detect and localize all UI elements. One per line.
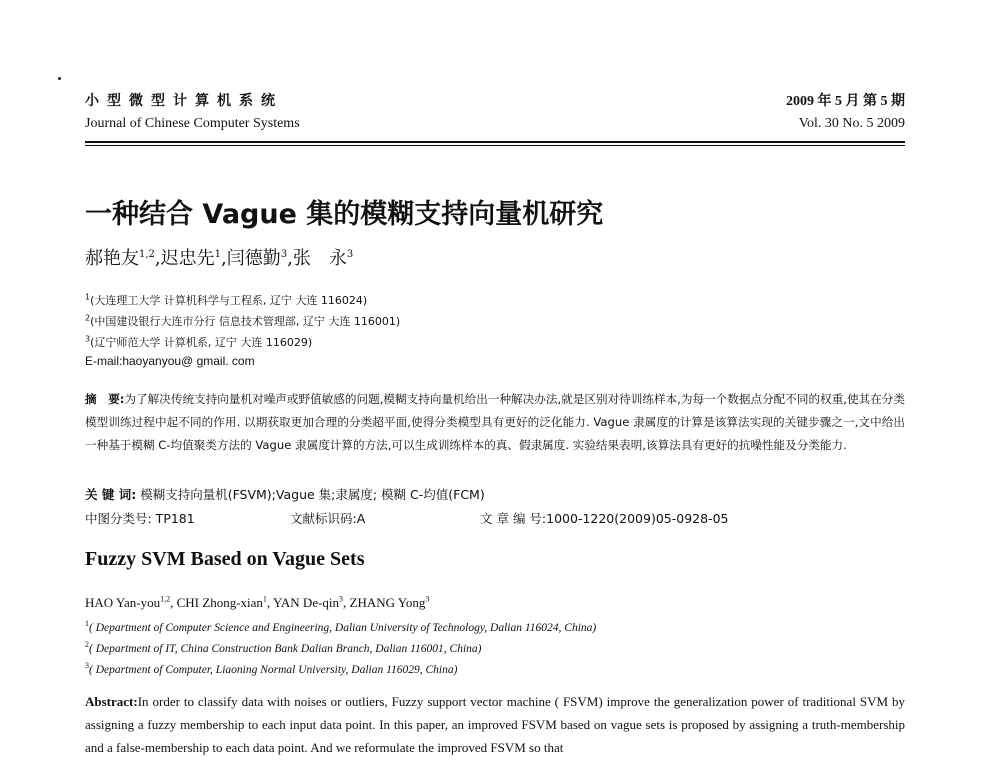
abstract-en-text: In order to classify data with noises or outliers, Fuzzy support vector machine ( FSVM) improve the generalization power of traditional SVM by assigning a fuzzy membership to each input data point. In this paper, an improved FSVM based on vague sets is proposed by assigning a truth-membership and a false-membership to each data point. And we reformulate the improved FSVM so that [85,694,905,755]
affiliation-en: $^3$( Department of Computer, Liaoning Normal University, Dalian 116029, China) [85,661,458,676]
affiliation-cn: $^1$(大连理工大学 计算机科学与工程系, 辽宁 大连 116024) [85,292,368,307]
authors-en [85,595,429,611]
journal-header [85,90,905,140]
keywords-label: 关 键 词: [85,487,137,502]
document-code: 文献标识码:A [290,511,366,526]
author-en: YAN De-qin$^3$, [272,595,350,611]
author-cn: 郝艳友$^{1,2}$, [85,248,161,269]
abstract-cn [85,388,905,457]
author-en: HAO Yan-you$^{1,2}$, [85,595,177,611]
issue-cn: 2009 年 5 月 第 5 期 [786,94,905,109]
affiliation-en: $^1$( Department of Computer Science and Engineering, Dalian University of Technology, Dalian 116024, China) [85,619,597,634]
author-cn: 闫德勤$^3$, [226,248,293,269]
issue-block [786,90,905,132]
paper-title-cn: 一种结合 Vague 集的模糊支持向量机研究 [85,199,604,230]
affiliation-en: $^2$( Department of IT, China Construction Bank Dalian Branch, Dalian 116001, China) [85,640,482,655]
keywords-text: 模糊支持向量机(FSVM);Vague 集;隶属度; 模糊 C-均值(FCM) [140,487,485,502]
abstract-cn-text: 为了解决传统支持向量机对噪声或野值敏感的问题,模糊支持向量机给出一种解决办法,就是区别对待训练样本,为每一个数据点分配不同的权重,使其在分类模型训练过程中起不同的作用. 以期获取更加合理的分类超平面,使得分类模型具有更好的泛化能力. Vague 隶属度的计算是该算法实现的关键步骤之一,文中给出一种基于模糊 C-均值聚类方法的 Vague 隶属度计算的方法,可以生成训练样本的真、假隶属度. 实验结果表明,该算法具有更好的抗噪性能及分类能力. [85,392,906,452]
abstract-cn-label: 摘 要: [85,392,125,406]
authors-cn [85,244,353,270]
author-cn: 迟忠先$^1$, [160,248,227,269]
journal-name-cn: 小型微型计算机系统 [85,93,283,109]
article-number: 文 章 编 号:1000-1220(2009)05-0928-05 [480,511,729,526]
scan-speck [58,77,61,80]
keywords [85,485,485,503]
clc-number: 中图分类号: TP181 [85,511,195,526]
paper-title-en: Fuzzy SVM Based on Vague Sets [85,548,365,570]
affiliation-cn: $^2$(中国建设银行大连市分行 信息技术管理部, 辽宁 大连 116001) [85,313,401,328]
email: E-mail:haoyanyou@ gmail. com [85,354,255,368]
affiliation-cn: $^3$(辽宁师范大学 计算机系, 辽宁 大连 116029) [85,334,313,349]
journal-name-block [85,90,300,132]
abstract-en-label: Abstract: [85,694,138,709]
author-en: ZHANG Yong$^3$ [349,595,430,611]
author-cn: 张 永$^3$ [292,248,354,269]
abstract-en [85,690,905,759]
issue-en: Vol. 30 No. 5 2009 [798,116,905,131]
journal-name-en: Journal of Chinese Computer Systems [85,116,300,131]
header-rule-thin [85,145,905,146]
header-rule-thick [85,141,905,143]
author-en: CHI Zhong-xian$^1$, [176,595,273,611]
